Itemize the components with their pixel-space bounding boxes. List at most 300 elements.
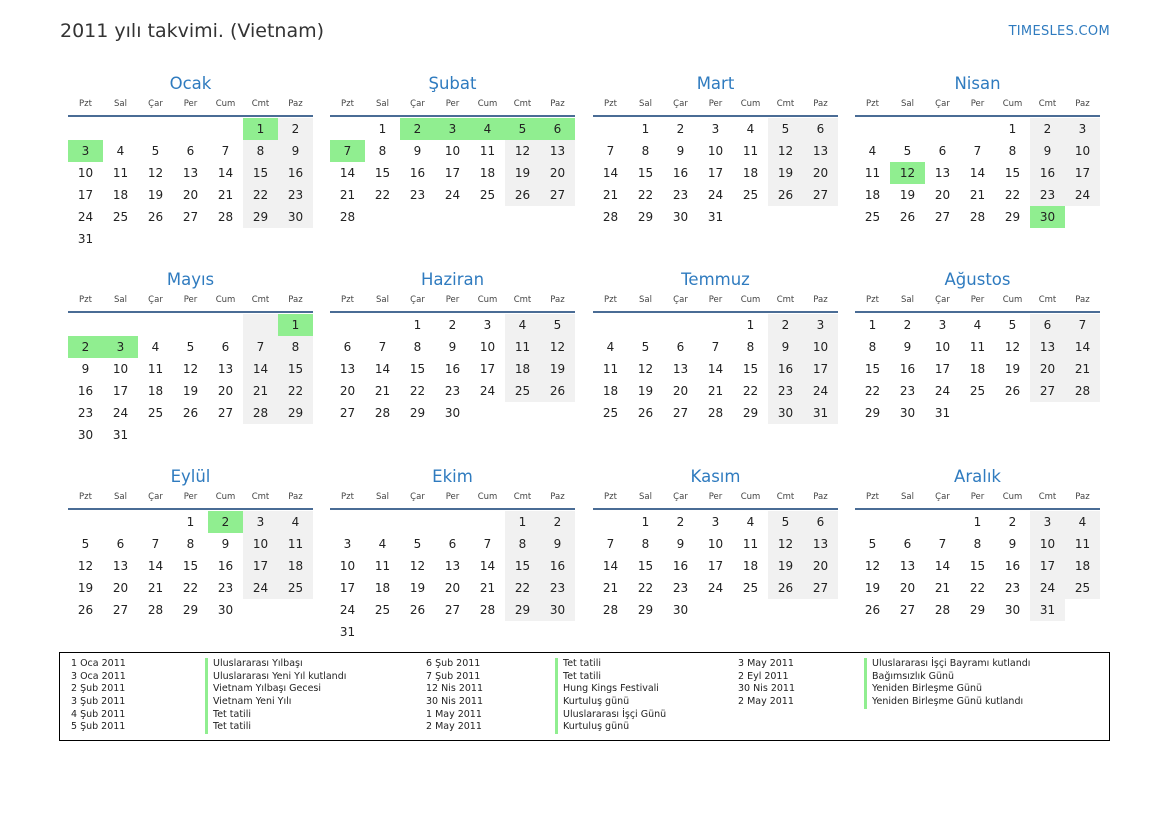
day-cell: 29 <box>864 406 881 420</box>
day-cell: 28 <box>1065 380 1100 402</box>
day-grid <box>68 314 313 446</box>
day-cell: 29 <box>969 603 986 617</box>
day-cell: 5 <box>81 537 90 551</box>
day-cell: 12 <box>147 166 164 180</box>
holiday-day-cell: 3 <box>103 336 138 358</box>
empty-day-cell <box>243 314 278 336</box>
day-cell: 12 <box>505 140 540 162</box>
day-cell: 24 <box>707 188 724 202</box>
empty-day-cell <box>663 314 698 336</box>
day-cell: 27 <box>540 184 575 206</box>
weekday-label: Cmt <box>1038 99 1057 109</box>
day-cell: 8 <box>868 340 877 354</box>
day-cell: 7 <box>711 340 720 354</box>
day-cell: 22 <box>182 581 199 595</box>
day-cell: 17 <box>803 358 838 380</box>
weekday-label: Paz <box>1075 295 1090 305</box>
weekday-label: Per <box>970 295 985 305</box>
empty-day-cell <box>330 511 365 533</box>
empty-day-cell <box>890 118 925 140</box>
day-cell: 4 <box>505 314 540 336</box>
weekday-header <box>68 291 313 313</box>
day-cell: 19 <box>505 162 540 184</box>
holiday-name: Yeniden Birleşme Günü kutlandı <box>864 696 1030 709</box>
day-cell: 29 <box>637 210 654 224</box>
day-cell: 19 <box>864 581 881 595</box>
day-cell: 10 <box>339 559 356 573</box>
weekday-label: Sal <box>639 492 652 502</box>
holiday-day-cell: 6 <box>540 118 575 140</box>
day-cell: 11 <box>742 537 759 551</box>
month-block <box>593 466 838 621</box>
day-cell: 5 <box>186 340 195 354</box>
day-cell: 23 <box>409 188 426 202</box>
day-cell: 24 <box>444 188 461 202</box>
holiday-date: 12 Nis 2011 <box>426 683 483 695</box>
legend-date-column <box>426 658 483 734</box>
day-cell: 30 <box>899 406 916 420</box>
weekday-label: Per <box>445 99 460 109</box>
weekday-label: Sal <box>901 492 914 502</box>
day-grid <box>68 511 313 621</box>
day-cell: 23 <box>1030 184 1065 206</box>
day-cell: 25 <box>864 210 881 224</box>
day-cell: 28 <box>217 210 234 224</box>
weekday-header <box>593 291 838 313</box>
day-cell: 7 <box>1065 314 1100 336</box>
day-cell: 2 <box>540 511 575 533</box>
day-cell: 21 <box>1065 358 1100 380</box>
day-cell: 26 <box>540 380 575 402</box>
day-cell: 15 <box>864 362 881 376</box>
day-cell: 4 <box>868 144 877 158</box>
day-cell: 7 <box>938 537 947 551</box>
day-cell: 24 <box>934 384 951 398</box>
empty-day-cell <box>208 424 243 446</box>
weekday-label: Paz <box>550 99 565 109</box>
month-name: Kasım <box>690 467 741 486</box>
holiday-date: 2 Şub 2011 <box>71 683 126 695</box>
day-cell: 17 <box>77 188 94 202</box>
day-cell: 30 <box>768 402 803 424</box>
day-cell: 22 <box>637 188 654 202</box>
day-cell: 3 <box>711 122 720 136</box>
weekday-label: Pzt <box>79 492 92 502</box>
weekday-label: Çar <box>410 295 425 305</box>
day-cell: 14 <box>602 166 619 180</box>
month-name: Ekim <box>432 467 473 486</box>
holiday-day-cell: 2 <box>208 511 243 533</box>
day-cell: 20 <box>803 162 838 184</box>
day-cell: 2 <box>676 515 685 529</box>
day-cell: 18 <box>602 384 619 398</box>
day-cell: 16 <box>672 166 689 180</box>
weekday-header <box>68 488 313 510</box>
holiday-name: Tet tatili <box>555 671 666 684</box>
month-block <box>855 73 1100 228</box>
day-cell: 6 <box>448 537 457 551</box>
weekday-label: Sal <box>376 295 389 305</box>
empty-day-cell <box>470 206 505 228</box>
empty-day-cell <box>435 621 470 643</box>
empty-day-cell <box>540 206 575 228</box>
empty-day-cell <box>470 402 505 424</box>
day-cell: 25 <box>969 384 986 398</box>
day-cell: 9 <box>903 340 912 354</box>
day-cell: 7 <box>221 144 230 158</box>
day-cell: 22 <box>1004 188 1021 202</box>
holiday-name: Vietnam Yeni Yılı <box>205 696 346 709</box>
day-cell: 23 <box>672 581 689 595</box>
empty-day-cell <box>733 599 768 621</box>
weekday-label: Cmt <box>776 492 795 502</box>
day-cell: 3 <box>938 318 947 332</box>
day-cell: 24 <box>243 577 278 599</box>
empty-day-cell <box>733 206 768 228</box>
day-cell: 24 <box>1030 577 1065 599</box>
empty-day-cell <box>243 228 278 250</box>
weekday-label: Pzt <box>604 295 617 305</box>
weekday-label: Per <box>183 295 198 305</box>
holiday-date: 4 Şub 2011 <box>71 708 126 720</box>
empty-day-cell <box>768 206 803 228</box>
day-grid <box>855 511 1100 621</box>
weekday-label: Çar <box>673 295 688 305</box>
empty-day-cell <box>138 118 173 140</box>
holiday-date: 1 May 2011 <box>426 708 482 720</box>
day-cell: 25 <box>505 380 540 402</box>
empty-day-cell <box>68 511 103 533</box>
holiday-name: Hung Kings Festivali <box>555 683 666 696</box>
day-cell: 14 <box>969 166 986 180</box>
day-cell: 15 <box>969 559 986 573</box>
empty-day-cell <box>890 511 925 533</box>
day-cell: 27 <box>444 603 461 617</box>
holiday-date: 5 Şub 2011 <box>71 721 126 733</box>
day-cell: 1 <box>746 318 755 332</box>
weekday-label: Per <box>445 492 460 502</box>
weekday-label: Cum <box>740 99 761 109</box>
day-cell: 4 <box>116 144 125 158</box>
empty-day-cell <box>593 314 628 336</box>
day-cell: 6 <box>803 118 838 140</box>
day-cell: 8 <box>505 533 540 555</box>
day-cell: 11 <box>742 144 759 158</box>
holiday-day-cell: 2 <box>400 118 435 140</box>
day-cell: 17 <box>1065 162 1100 184</box>
holiday-day-cell: 5 <box>505 118 540 140</box>
day-grid <box>330 118 575 228</box>
holiday-name: Uluslararası İşçi Günü <box>555 709 666 722</box>
weekday-label: Çar <box>935 99 950 109</box>
day-cell: 10 <box>707 537 724 551</box>
weekday-label: Sal <box>114 295 127 305</box>
day-cell: 11 <box>112 166 129 180</box>
holiday-name: Tet tatili <box>205 721 346 734</box>
empty-day-cell <box>365 314 400 336</box>
holiday-name: Yeniden Birleşme Günü <box>864 683 1030 696</box>
month-name: Mart <box>696 74 735 93</box>
legend-date-column <box>738 658 795 709</box>
day-cell: 20 <box>217 384 234 398</box>
day-cell: 8 <box>243 140 278 162</box>
day-cell: 20 <box>182 188 199 202</box>
day-cell: 31 <box>339 625 356 639</box>
day-cell: 29 <box>409 406 426 420</box>
weekday-label: Sal <box>639 295 652 305</box>
weekday-label: Pzt <box>866 492 879 502</box>
holiday-day-cell: 1 <box>278 314 313 336</box>
empty-day-cell <box>103 118 138 140</box>
day-cell: 15 <box>1004 166 1021 180</box>
weekday-label: Cum <box>477 99 498 109</box>
weekday-label: Per <box>708 492 723 502</box>
day-cell: 27 <box>934 210 951 224</box>
day-cell: 26 <box>147 210 164 224</box>
weekday-label: Per <box>445 295 460 305</box>
holiday-date: 2 May 2011 <box>426 721 482 733</box>
weekday-header <box>855 488 1100 510</box>
day-cell: 17 <box>243 555 278 577</box>
weekday-label: Cmt <box>251 99 270 109</box>
day-cell: 17 <box>707 559 724 573</box>
month-block <box>330 73 575 228</box>
holiday-name: Kurtuluş günü <box>555 721 666 734</box>
day-cell: 20 <box>1030 358 1065 380</box>
day-cell: 21 <box>479 581 496 595</box>
day-cell: 17 <box>339 581 356 595</box>
day-cell: 13 <box>182 166 199 180</box>
day-cell: 26 <box>768 577 803 599</box>
day-cell: 3 <box>1030 511 1065 533</box>
day-cell: 26 <box>409 603 426 617</box>
legend-date-column <box>71 658 126 734</box>
day-cell: 1 <box>868 318 877 332</box>
day-cell: 5 <box>768 511 803 533</box>
day-cell: 4 <box>1065 511 1100 533</box>
day-cell: 24 <box>339 603 356 617</box>
weekday-header <box>68 95 313 117</box>
day-cell: 1 <box>1008 122 1017 136</box>
site-link[interactable]: TIMESLES.COM <box>1008 24 1110 39</box>
day-cell: 21 <box>339 188 356 202</box>
weekday-label: Çar <box>148 295 163 305</box>
day-cell: 8 <box>1008 144 1017 158</box>
day-cell: 12 <box>540 336 575 358</box>
month-name: Temmuz <box>681 270 750 289</box>
weekday-label: Cum <box>1002 99 1023 109</box>
day-cell: 11 <box>864 166 881 180</box>
holiday-day-cell: 2 <box>68 336 103 358</box>
weekday-header <box>855 291 1100 313</box>
empty-day-cell <box>173 314 208 336</box>
day-cell: 30 <box>672 210 689 224</box>
day-cell: 19 <box>1004 362 1021 376</box>
month-block <box>593 73 838 228</box>
day-cell: 7 <box>243 336 278 358</box>
day-cell: 16 <box>672 559 689 573</box>
day-cell: 28 <box>374 406 391 420</box>
empty-day-cell <box>470 511 505 533</box>
day-cell: 1 <box>186 515 195 529</box>
day-cell: 18 <box>969 362 986 376</box>
empty-day-cell <box>243 599 278 621</box>
day-cell: 23 <box>672 188 689 202</box>
day-cell: 28 <box>707 406 724 420</box>
empty-day-cell <box>400 511 435 533</box>
day-cell: 10 <box>112 362 129 376</box>
day-cell: 14 <box>602 559 619 573</box>
day-cell: 28 <box>934 603 951 617</box>
day-cell: 24 <box>707 581 724 595</box>
day-cell: 3 <box>483 318 492 332</box>
month-name: Ağustos <box>944 270 1011 289</box>
empty-day-cell <box>540 621 575 643</box>
empty-day-cell <box>365 206 400 228</box>
day-cell: 14 <box>1065 336 1100 358</box>
weekday-label: Cmt <box>513 492 532 502</box>
holiday-date: 3 Oca 2011 <box>71 670 126 682</box>
weekday-label: Cmt <box>776 295 795 305</box>
day-cell: 11 <box>1065 533 1100 555</box>
day-cell: 12 <box>637 362 654 376</box>
holiday-day-cell: 1 <box>243 118 278 140</box>
weekday-label: Cmt <box>776 99 795 109</box>
day-cell: 17 <box>112 384 129 398</box>
day-cell: 24 <box>479 384 496 398</box>
day-cell: 15 <box>637 559 654 573</box>
day-cell: 20 <box>672 384 689 398</box>
day-cell: 23 <box>768 380 803 402</box>
empty-day-cell <box>540 402 575 424</box>
day-cell: 19 <box>147 188 164 202</box>
month-name: Şubat <box>428 74 477 93</box>
weekday-label: Sal <box>639 99 652 109</box>
empty-day-cell <box>243 424 278 446</box>
day-cell: 1 <box>641 515 650 529</box>
day-cell: 16 <box>540 555 575 577</box>
day-cell: 14 <box>374 362 391 376</box>
day-cell: 13 <box>339 362 356 376</box>
day-cell: 8 <box>186 537 195 551</box>
empty-day-cell <box>803 599 838 621</box>
day-cell: 9 <box>221 537 230 551</box>
weekday-label: Cum <box>215 295 236 305</box>
day-cell: 14 <box>147 559 164 573</box>
empty-day-cell <box>435 511 470 533</box>
month-name: Mayıs <box>166 270 215 289</box>
day-cell: 9 <box>540 533 575 555</box>
empty-day-cell <box>173 424 208 446</box>
day-cell: 23 <box>217 581 234 595</box>
day-cell: 21 <box>602 581 619 595</box>
empty-day-cell <box>208 118 243 140</box>
day-cell: 25 <box>1065 577 1100 599</box>
day-cell: 3 <box>243 511 278 533</box>
month-block <box>593 269 838 424</box>
weekday-label: Cum <box>215 492 236 502</box>
day-cell: 2 <box>768 314 803 336</box>
weekday-label: Cmt <box>513 295 532 305</box>
empty-day-cell <box>1030 402 1065 424</box>
day-cell: 8 <box>278 336 313 358</box>
empty-day-cell <box>208 314 243 336</box>
weekday-label: Sal <box>901 99 914 109</box>
day-cell: 9 <box>768 336 803 358</box>
weekday-label: Çar <box>410 99 425 109</box>
day-cell: 19 <box>768 162 803 184</box>
day-cell: 31 <box>112 428 129 442</box>
weekday-label: Paz <box>288 99 303 109</box>
day-cell: 25 <box>742 188 759 202</box>
empty-day-cell <box>173 228 208 250</box>
day-cell: 20 <box>540 162 575 184</box>
month-name: Ocak <box>169 74 212 93</box>
empty-day-cell <box>138 314 173 336</box>
empty-day-cell <box>925 118 960 140</box>
weekday-label: Paz <box>813 295 828 305</box>
day-cell: 26 <box>768 184 803 206</box>
weekday-label: Per <box>183 99 198 109</box>
day-cell: 15 <box>278 358 313 380</box>
day-cell: 9 <box>676 537 685 551</box>
holiday-day-cell: 7 <box>330 140 365 162</box>
day-cell: 9 <box>1030 140 1065 162</box>
weekday-label: Sal <box>376 492 389 502</box>
day-grid <box>330 511 575 643</box>
weekday-label: Sal <box>114 99 127 109</box>
day-cell: 1 <box>378 122 387 136</box>
holiday-date: 3 May 2011 <box>738 658 794 669</box>
day-cell: 25 <box>742 581 759 595</box>
day-cell: 2 <box>1030 118 1065 140</box>
day-cell: 20 <box>899 581 916 595</box>
holiday-date: 6 Şub 2011 <box>426 658 481 669</box>
day-cell: 29 <box>243 206 278 228</box>
weekday-label: Çar <box>148 99 163 109</box>
day-cell: 16 <box>1004 559 1021 573</box>
empty-day-cell <box>278 599 313 621</box>
day-cell: 14 <box>707 362 724 376</box>
day-cell: 10 <box>1065 140 1100 162</box>
weekday-label: Paz <box>1075 492 1090 502</box>
day-cell: 3 <box>1065 118 1100 140</box>
day-cell: 16 <box>444 362 461 376</box>
day-cell: 19 <box>637 384 654 398</box>
empty-day-cell <box>470 621 505 643</box>
empty-day-cell <box>400 621 435 643</box>
empty-day-cell <box>995 402 1030 424</box>
day-cell: 14 <box>243 358 278 380</box>
day-cell: 23 <box>278 184 313 206</box>
day-cell: 10 <box>934 340 951 354</box>
empty-day-cell <box>593 511 628 533</box>
weekday-label: Paz <box>1075 99 1090 109</box>
day-cell: 7 <box>151 537 160 551</box>
day-cell: 5 <box>903 144 912 158</box>
weekday-label: Sal <box>376 99 389 109</box>
weekday-label: Pzt <box>866 295 879 305</box>
day-cell: 31 <box>803 402 838 424</box>
weekday-header <box>330 95 575 117</box>
weekday-label: Cmt <box>251 295 270 305</box>
weekday-label: Pzt <box>341 99 354 109</box>
day-cell: 23 <box>540 577 575 599</box>
day-cell: 12 <box>77 559 94 573</box>
day-cell: 29 <box>1004 210 1021 224</box>
empty-day-cell <box>698 599 733 621</box>
day-cell: 18 <box>1065 555 1100 577</box>
